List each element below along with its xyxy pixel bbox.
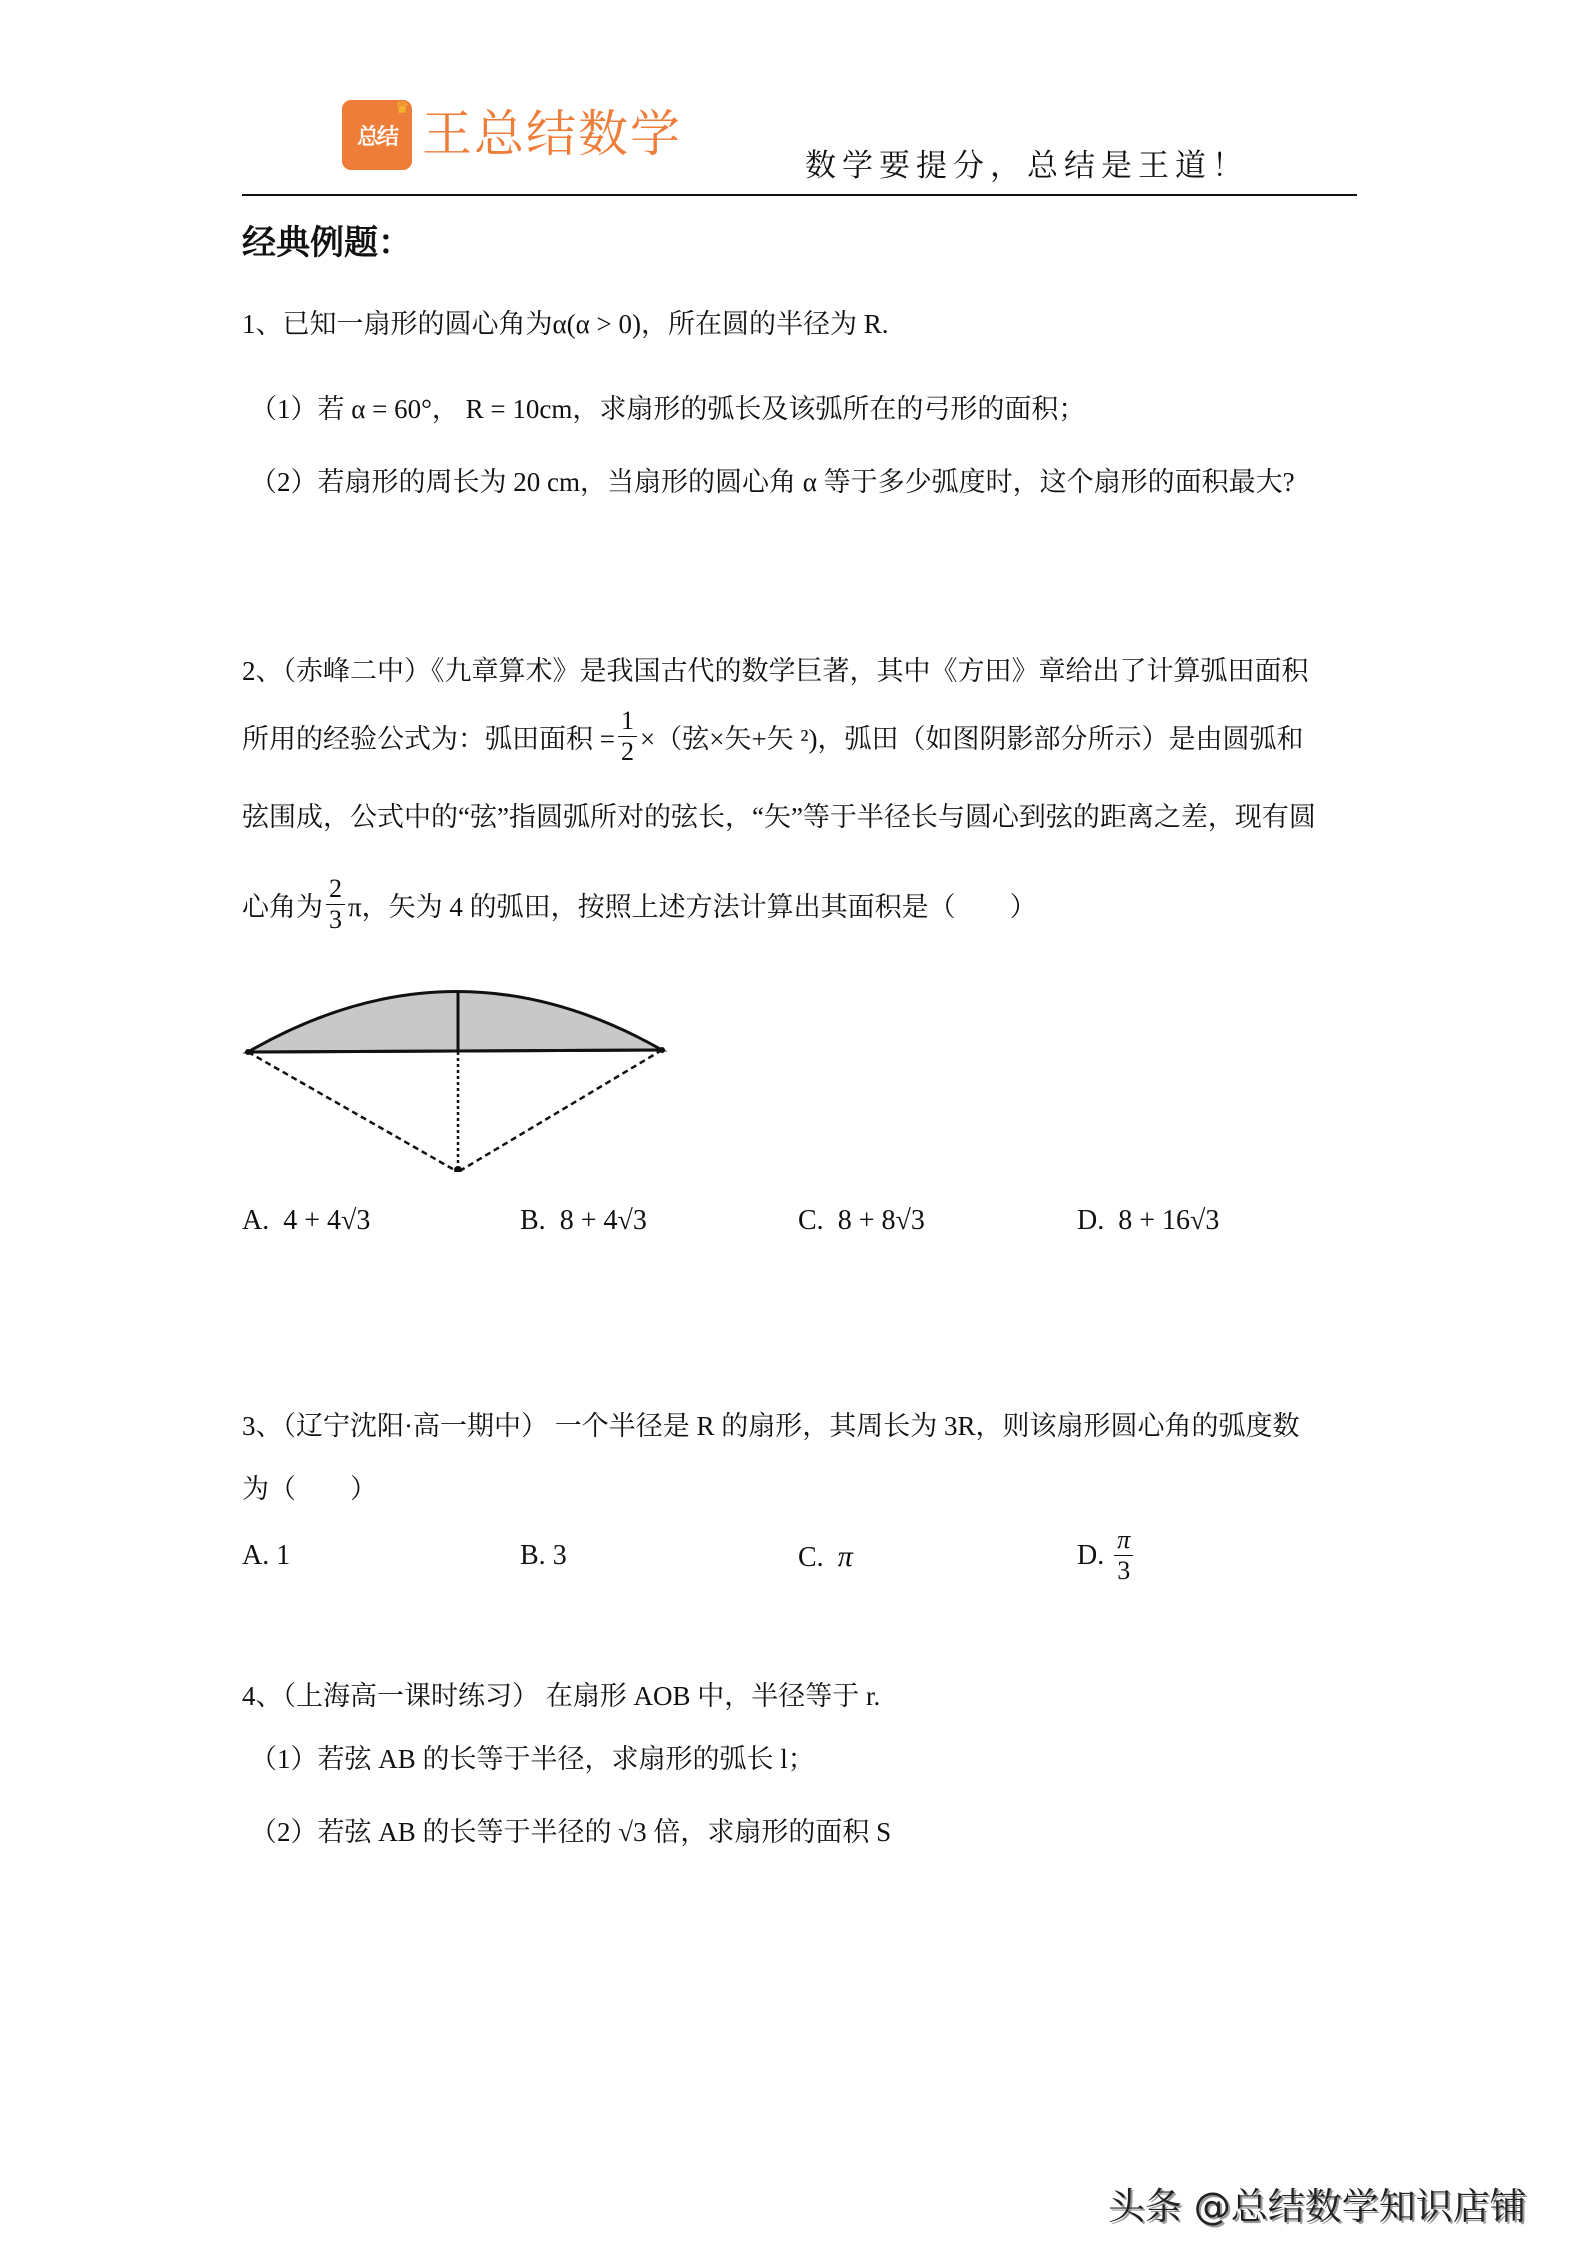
option-value: 1 bbox=[276, 1540, 291, 1571]
option-label: B. bbox=[520, 1205, 546, 1236]
option-value: 8 + 8√3 bbox=[837, 1205, 925, 1236]
option-b[interactable] bbox=[520, 1540, 567, 1572]
problem-3-line-1: 3、（辽宁沈阳·高一期中） 一个半径是 R 的扇形，其周长为 3R，则该扇形圆心角的弧度数 bbox=[242, 1411, 1300, 1441]
problem-2-line-1: 2、（赤峰二中）《九章算术》是我国古代的数学巨著，其中《方田》章给出了计算弧田面积 bbox=[242, 656, 1309, 686]
problem-4-stem: 4、（上海高一课时练习） 在扇形 AOB 中，半径等于 r. bbox=[242, 1681, 881, 1711]
section-title: 经典例题： bbox=[242, 223, 412, 263]
option-label: B. bbox=[520, 1540, 546, 1571]
option-c[interactable] bbox=[798, 1540, 853, 1574]
endpoint-right bbox=[659, 1047, 665, 1053]
fraction-numerator: π bbox=[1114, 1525, 1133, 1556]
fraction-pi-thirds bbox=[1114, 1525, 1133, 1586]
problem-3-line-2: 为（ ） bbox=[242, 1474, 377, 1504]
logo-badge-text: 总结 bbox=[356, 124, 397, 150]
problem-2-formula-label: 所用的经验公式为：弧田面积 = bbox=[242, 724, 615, 754]
option-label: A. bbox=[242, 1540, 270, 1571]
option-value: 4 + 4√3 bbox=[283, 1205, 371, 1236]
problem-2-formula-rest: ×（弦×矢+矢 ²)，弧田（如图阴影部分所示）是由圆弧和 bbox=[639, 724, 1304, 754]
fraction-two-thirds bbox=[326, 874, 345, 935]
chord-line bbox=[248, 1050, 662, 1052]
problem-4-part-1: （1）若弦 AB 的长等于半径，求扇形的弧长 l； bbox=[250, 1744, 815, 1774]
problem-1-part-1: （1）若 α = 60°， R = 10cm，求扇形的弧长及该弧所在的弓形的面积； bbox=[250, 394, 1086, 424]
logo-text: 王总结数学 bbox=[422, 105, 682, 163]
header-divider bbox=[242, 194, 1357, 196]
problem-2-question-tail: π，矢为 4 的弧田，按照上述方法计算出其面积是（ ） bbox=[348, 892, 1037, 922]
center-point bbox=[454, 1166, 462, 1172]
option-label: D. bbox=[1077, 1205, 1105, 1236]
slogan: 数学要提分，总结是王道！ bbox=[805, 148, 1249, 184]
fraction-denominator: 3 bbox=[1117, 1556, 1131, 1585]
option-label: A. bbox=[242, 1205, 270, 1236]
fraction-numerator: 1 bbox=[618, 706, 637, 737]
fraction-numerator: 2 bbox=[326, 874, 345, 905]
radius-left bbox=[248, 1052, 458, 1172]
shaded-segment bbox=[248, 991, 662, 1052]
endpoint-left bbox=[245, 1049, 251, 1055]
problem-2-line-2 bbox=[242, 706, 1304, 767]
option-a[interactable] bbox=[242, 1205, 370, 1237]
option-label: D. bbox=[1077, 1539, 1105, 1571]
problem-1-stem: 1、已知一扇形的圆心角为α(α > 0)，所在圆的半径为 R. bbox=[242, 309, 889, 339]
radius-right bbox=[458, 1050, 662, 1172]
option-value: 8 + 16√3 bbox=[1118, 1205, 1220, 1236]
option-d[interactable] bbox=[1077, 1525, 1136, 1586]
watermark: 头条 @总结数学知识店铺 bbox=[1108, 2185, 1527, 2228]
crown-icon: ♛ bbox=[395, 100, 410, 117]
arc-field-diagram bbox=[240, 972, 670, 1172]
option-label: C. bbox=[798, 1542, 824, 1573]
option-d[interactable] bbox=[1077, 1205, 1219, 1237]
option-value: 8 + 4√3 bbox=[559, 1205, 647, 1236]
problem-1-part-2: （2）若扇形的周长为 20 cm，当扇形的圆心角 α 等于多少弧度时，这个扇形的面积最大? bbox=[250, 467, 1295, 497]
option-a[interactable] bbox=[242, 1540, 290, 1572]
option-value: π bbox=[837, 1540, 853, 1573]
option-c[interactable] bbox=[798, 1205, 925, 1237]
fraction-denominator: 3 bbox=[329, 905, 342, 934]
option-label: C. bbox=[798, 1205, 824, 1236]
problem-2-line-4 bbox=[242, 874, 1037, 935]
problem-2-angle-label: 心角为 bbox=[242, 892, 323, 922]
option-b[interactable] bbox=[520, 1205, 647, 1237]
problem-2-line-3: 弦围成，公式中的“弦”指圆弧所对的弦长，“矢”等于半径长与圆心到弦的距离之差，现有圆 bbox=[242, 802, 1316, 832]
fraction-denominator: 2 bbox=[620, 737, 634, 766]
fraction-half bbox=[618, 706, 637, 767]
option-value: 3 bbox=[552, 1540, 567, 1571]
problem-4-part-2: （2）若弦 AB 的长等于半径的 √3 倍，求扇形的面积 S bbox=[250, 1817, 892, 1847]
